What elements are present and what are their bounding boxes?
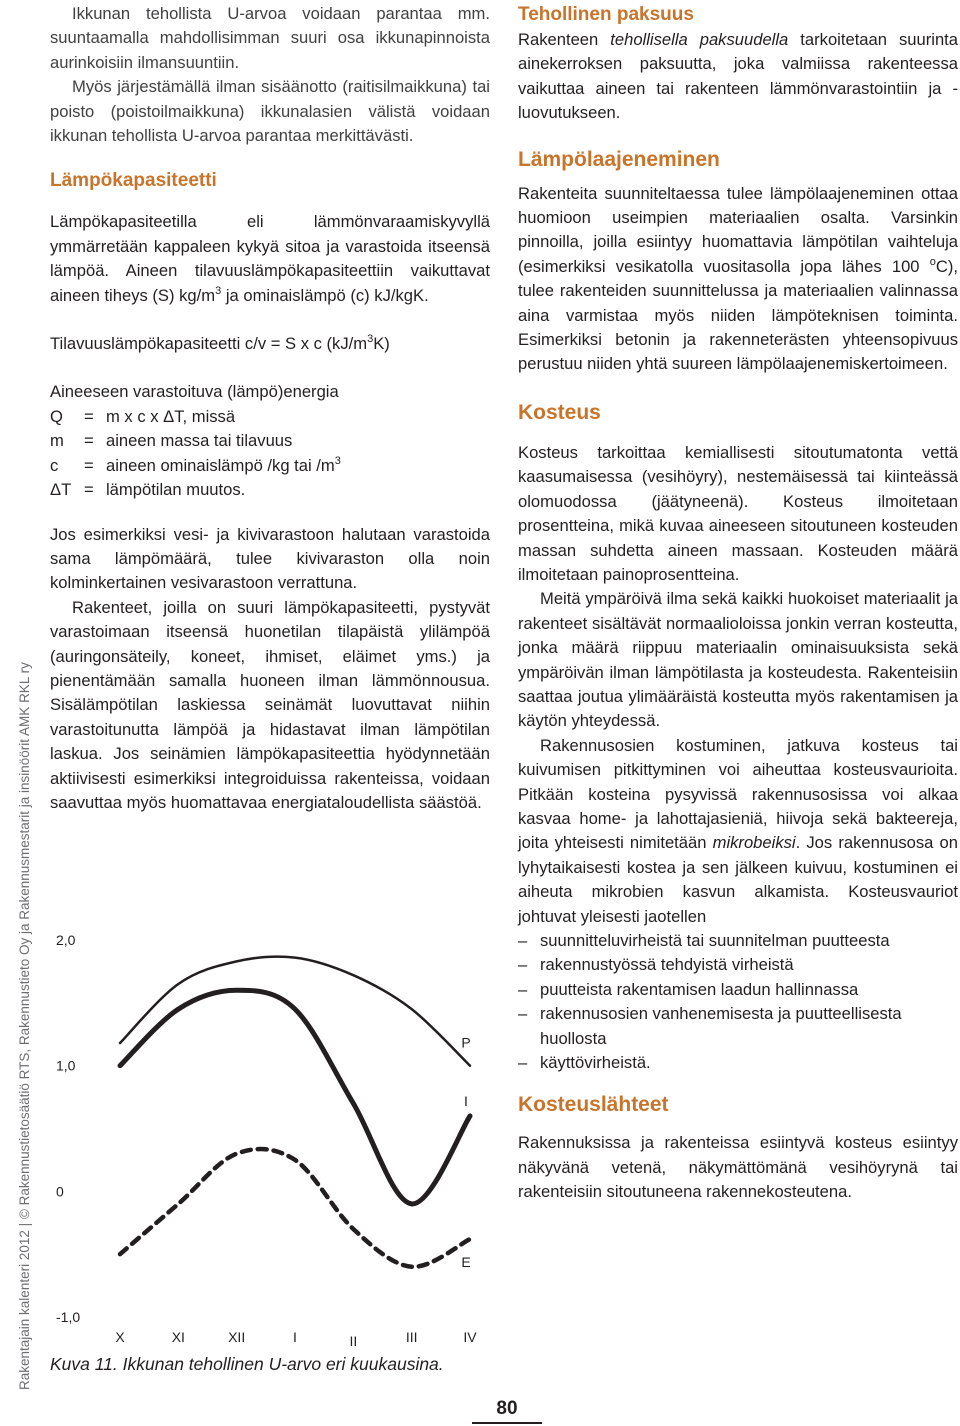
formula-symbol: Q — [50, 406, 63, 426]
intro-paragraph-1: Ikkunan tehollista U-arvoa voidaan parantaa mm. suuntaamalla mahdollisimman suuri osa ikkunapinnoista aurinkoisiin ilmansuuntiin. — [50, 4, 490, 72]
formula-row — [50, 405, 490, 429]
lk-text-b: ja ominaislämpö (c) kJ/kgK. — [221, 285, 429, 305]
x-tick-label: XII — [228, 1329, 246, 1345]
chart-svg — [50, 922, 490, 1362]
list-item: – käyttövirheistä. — [518, 1051, 958, 1075]
tilavuus-text-b: K) — [373, 334, 390, 354]
heading-lampokapasiteetti: Lämpökapasiteetti — [50, 170, 217, 192]
formula-equals: = — [84, 406, 94, 426]
causes-list — [518, 929, 958, 1075]
formula-row — [50, 429, 490, 453]
list-item: – puutteista rakentamisen laadun hallinnassa — [518, 978, 958, 1002]
kosteus-paragraph-3 — [518, 734, 958, 929]
kosteus-paragraph-1: Kosteus tarkoittaa kemiallisesti sitoutumatonta vettä kaasumaisessa (vesihöyry), nestemäisessä tai kiinteässä olomuodossa (jäätyneenä). Kosteus ilmoitetaan prosentteina, mikä kuvaa aineeseen sitoutuneen kosteuden massan suhdetta aineen massaan. Kosteuden määrä ilmoitetaan painoprosentteina. — [518, 442, 958, 584]
kosteus-emphasis: mikrobeiksi — [712, 833, 796, 853]
formula-symbol: c — [50, 455, 59, 475]
figure-caption: Kuva 11. Ikkunan tehollinen U-arvo eri kuukausina. — [50, 1354, 444, 1374]
list-item: – rakennustyössä tehdyistä virheistä — [518, 953, 958, 977]
tilavuus-text-a: Tilavuuslämpökapasiteetti c/v = S x c (kJ/m — [50, 334, 368, 354]
tilavuus-sup: 3 — [367, 333, 374, 346]
paksuus-emphasis: tehollisella paksuudella — [610, 30, 789, 49]
x-tick-label: X — [115, 1329, 125, 1345]
series-line-E — [120, 1149, 470, 1267]
lampokapasiteetti-paragraph — [50, 210, 490, 308]
sidebar-credit-text: Rakentajain kalenteri 2012 | © Rakennustietosäätiö RTS, Rakennustieto Oy ja Rakennusmestarit ja insinöörit AMK RKL ry — [17, 662, 32, 1390]
y-tick-label: 0 — [56, 1183, 64, 1200]
page-number-rule — [472, 1422, 542, 1424]
formula-text: m x c x ΔT, missä — [106, 406, 236, 426]
kosteuslahteet-paragraph: Rakennuksissa ja rakenteissa esiintyvä kosteus esiintyy näkyvänä vetenä, näkymättömänä vesihöyrynä tai rakenteisiin sitoutuneena rakennekosteutena. — [518, 1133, 958, 1202]
right-column — [518, 2, 958, 1205]
formula-equals: = — [84, 480, 94, 500]
kosteus-text-a: Rakennusosien kostuminen, jatkuva kosteus tai kuivumisen pitkittyminen voi aiheuttaa kosteusvaurioita. Pitkään kosteina pysyvissä rakennusosissa voi alkaa kasvaa home- ja lahottajasieniä, hiivoja sekä bakteereja, joita yhteisesti nimitetään — [518, 735, 958, 853]
heading-kosteuslahteet: Kosteuslähteet — [518, 1093, 669, 1117]
formula-row — [50, 454, 490, 478]
heading-lampolaajeneminen: Lämpölaajeneminen — [518, 147, 720, 171]
paksuus-text-a: Rakenteen — [518, 30, 611, 49]
series-label: I — [464, 1092, 468, 1109]
formula-block — [50, 405, 490, 503]
tilavuus-formula — [50, 332, 490, 356]
x-tick-label: IV — [463, 1329, 477, 1345]
kosteus-text-b: . Jos rakennusosa on lyhytaikaisesti kostea ja sen jälkeen kuivuu, kostuminen ei aiheuta mikrobien kasvun alkamista. Kosteusvauriot johtuvat yleisesti jaotellen — [518, 833, 958, 926]
page-number: 80 — [496, 1398, 518, 1419]
formula-text — [106, 454, 341, 478]
rakenteet-paragraph: Rakenteet, joilla on suuri lämpökapasiteetti, pystyvät varastoimaan itseensä huonetilan tilapäistä ylilämpöä (auringonsäteily, koneet, ihmiset, eläimet yms.) ja pienentämään samalla huoneen ilman lämmönnousua. Sisälämpötilan laskiessa seinämät luovuttavat niihin varastoitunutta lämpöä ja hidastavat ilman lämpötilan laskua. Jos seinämien lämpökapasiteettia hyödynnetään aktiivisesti esimerkiksi integroiduissa rakenteissa, voidaan saavuttaa myös huomattavaa energiataloudellista säästöä. — [50, 597, 490, 812]
sidebar-credit — [0, 0, 34, 1426]
x-tick-label: I — [293, 1329, 297, 1345]
formula-text: aineen massa tai tilavuus — [106, 431, 293, 451]
y-tick-label: -1,0 — [56, 1309, 81, 1325]
kosteus-paragraph-2: Meitä ympäröivä ilma sekä kaikki huokoiset materiaalit ja rakenteet sisältävät normaalioloissa jonkin verran kosteutta, jonka määrä riippuu materiaalin ominaisuuksista sekä ympäröivän ilman lämpötilasta ja kosteudesta. Rakenteisiin saattaa joutua ylimääräistä kosteutta myös rakentamisen ja käytön yhteydessä. — [518, 589, 958, 731]
example-paragraph: Jos esimerkiksi vesi- ja kivivarastoon halutaan varastoida sama lämpömäärä, tulee kivivaraston olla noin kolminkertainen vesivarastoon verrattuna. — [50, 524, 490, 593]
left-column — [50, 2, 490, 815]
paksuus-paragraph — [518, 28, 958, 126]
formula-symbol: ΔT — [50, 480, 72, 500]
list-item: – suunnitteluvirheistä tai suunnitelman puutteesta — [518, 929, 958, 953]
list-item: – rakennusosien vanhenemisesta ja puutteellisesta huollosta — [518, 1002, 958, 1051]
intro-paragraph-2: Myös järjestämällä ilman sisäänotto (raitisilmaikkuna) tai poisto (poistoilmaikkuna) ikkunalasien välistä voidaan ikkunan tehollista U-arvoa parantaa merkittävästi. — [50, 77, 490, 146]
series-label: E — [461, 1254, 471, 1271]
intro-section — [50, 2, 490, 148]
formula-symbol: m — [50, 431, 64, 451]
energy-title: Aineeseen varastoituva (lämpö)energia — [50, 382, 339, 402]
formula-text: lämpötilan muutos. — [106, 480, 246, 500]
series-line-I — [120, 990, 470, 1204]
x-tick-label: II — [349, 1333, 358, 1349]
y-tick-label: 1,0 — [56, 1057, 76, 1074]
laajeneminen-text-a: Rakenteita suunniteltaessa tulee lämpölaajeneminen ottaa huomioon useimpien materiaalien osalta. Varsinkin pinnoilla, joilla esiintyy huomattavia lämpötilan vaihteluja (esimerkiksi vesikatolla vuositasolla jopa lähes 100 — [518, 183, 958, 276]
x-tick-label: III — [405, 1329, 418, 1345]
paksuus-text-b: tarkoitetaan suurinta ainekerroksen paksuutta, joka valmiissa rakenteessa vaikuttaa aineen tai rakenteen lämmönvarastointiin ja -luovutukseen. — [518, 30, 959, 123]
heading-kosteus: Kosteus — [518, 400, 601, 424]
x-tick-label: XI — [171, 1329, 185, 1345]
formula-row — [50, 478, 490, 502]
degree-sup: o — [929, 255, 936, 268]
lk-text-a: Lämpökapasiteetilla eli lämmönvaraamiskyvyllä ymmärretään kappaleen kykyä sitoa ja varastoida itseensä lämpöä. Aineen tilavuuslämpökapasiteettiin vaikuttavat aineen tiheys (S) kg/m — [50, 212, 490, 305]
heading-tehollinen-paksuus: Tehollinen paksuus — [518, 4, 694, 25]
series-label: P — [461, 1034, 471, 1051]
formula-sup: 3 — [334, 454, 341, 467]
formula-text-main: aineen ominaislämpö /kg tai /m — [106, 455, 335, 475]
laajeneminen-text-b: C), tulee rakenteiden suunnittelussa ja materiaalien valinnassa aina varmistaa myös niiden lämpöteknisen toiminta. Esimerkiksi betonin ja rakenneterästen yhteensopivuus perustuu niiden yhtä suureen lämpölaajenemiskertoimeen. — [518, 256, 958, 374]
y-tick-label: 2,0 — [56, 932, 76, 948]
formula-equals: = — [84, 455, 94, 475]
laajeneminen-paragraph — [518, 182, 958, 377]
formula-equals: = — [84, 431, 94, 451]
lk-sup: 3 — [215, 284, 222, 297]
u-value-chart — [50, 922, 490, 1362]
